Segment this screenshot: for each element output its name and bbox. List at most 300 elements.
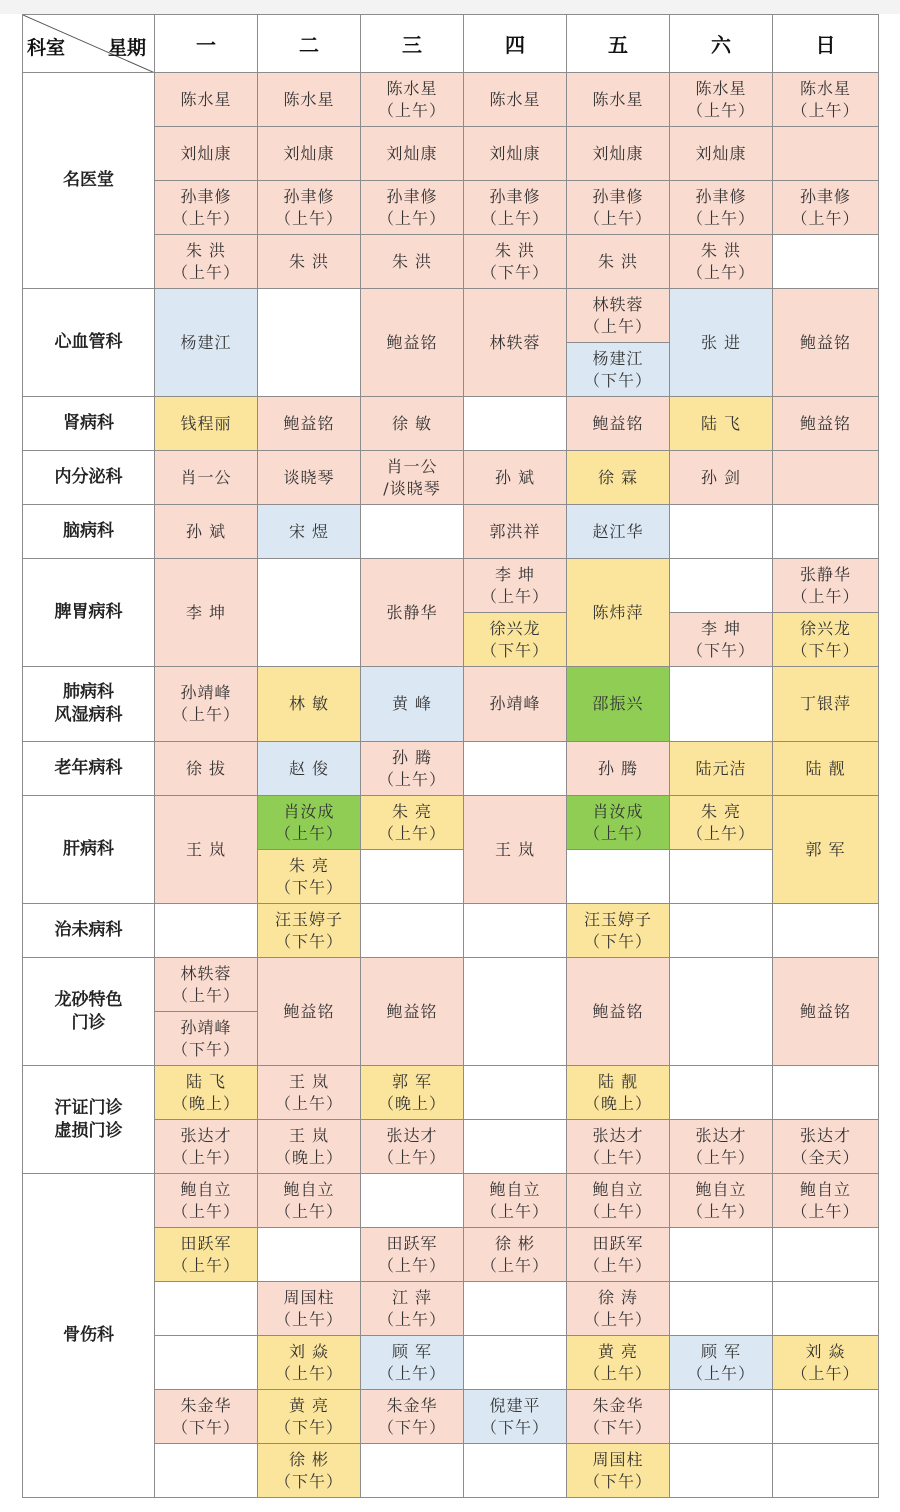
table-row xyxy=(23,505,879,559)
table-row xyxy=(23,73,879,127)
day-header-wed: 三 xyxy=(361,15,464,73)
doctor-name: 谈晓琴 xyxy=(283,467,335,487)
schedule-cell xyxy=(361,127,464,181)
session-time: （上午） xyxy=(583,1255,652,1275)
session-time: （上午） xyxy=(274,1309,343,1329)
doctor-name: 朱金华 xyxy=(180,1395,232,1415)
schedule-cell xyxy=(670,904,773,958)
session-time: （下午） xyxy=(274,1471,343,1491)
schedule-cell xyxy=(155,1066,258,1120)
session-time: （上午） xyxy=(171,262,240,282)
doctor-name: 鲍益铭 xyxy=(799,413,851,433)
schedule-cell xyxy=(258,796,361,850)
schedule-cell xyxy=(258,1282,361,1336)
session-time: （下午） xyxy=(171,1417,240,1437)
schedule-cell xyxy=(773,127,879,181)
schedule-cell xyxy=(670,559,773,613)
schedule-cell xyxy=(464,958,567,1066)
doctor-name: 徐 涛 xyxy=(597,1287,639,1307)
session-time: （下午） xyxy=(377,1417,446,1437)
schedule-cell xyxy=(155,289,258,397)
session-time: （上午） xyxy=(791,586,860,606)
doctor-name: 朱 洪 xyxy=(391,251,433,271)
doctor-name: 刘 焱 xyxy=(288,1341,330,1361)
doctor-name: 王 岚 xyxy=(185,839,227,859)
session-time: （下午） xyxy=(480,640,549,660)
schedule-cell xyxy=(773,667,879,742)
schedule-cell xyxy=(155,958,258,1012)
schedule-cell xyxy=(155,796,258,904)
session-time: （上午） xyxy=(171,1147,240,1167)
session-time: （上午） xyxy=(377,1147,446,1167)
doctor-name: 李 坤 xyxy=(185,602,227,622)
session-time: （下午） xyxy=(791,640,860,660)
schedule-cell xyxy=(567,1282,670,1336)
session-time: （上午） xyxy=(171,208,240,228)
dept-cell xyxy=(23,73,155,289)
table-row xyxy=(23,451,879,505)
schedule-cell xyxy=(773,958,879,1066)
doctor-name: 鲍自立 xyxy=(489,1179,541,1199)
dept-cell xyxy=(23,667,155,742)
schedule-cell xyxy=(567,1228,670,1282)
dept-label: 骨伤科 xyxy=(63,1325,114,1345)
schedule-cell xyxy=(258,73,361,127)
doctor-name: 孙 腾 xyxy=(597,758,639,778)
schedule-cell xyxy=(773,559,879,613)
dept-label: 内分泌科 xyxy=(54,467,123,487)
table-row xyxy=(23,667,879,742)
schedule-cell xyxy=(155,667,258,742)
schedule-cell xyxy=(670,127,773,181)
schedule-cell xyxy=(670,1336,773,1390)
schedule-cell xyxy=(155,1390,258,1444)
session-time: （上午） xyxy=(583,823,652,843)
schedule-cell xyxy=(464,397,567,451)
doctor-name: 孙 腾 xyxy=(391,747,433,767)
table-row xyxy=(23,796,879,850)
dept-cell xyxy=(23,451,155,505)
session-time: （上午） xyxy=(791,208,860,228)
doctor-name: 丁银萍 xyxy=(799,694,851,713)
doctor-name: 刘灿康 xyxy=(283,143,335,163)
schedule-cell xyxy=(773,1282,879,1336)
doctor-name: 朱金华 xyxy=(386,1395,438,1415)
doctor-name: 朱 亮 xyxy=(700,801,742,821)
dept-label: 风湿病科 xyxy=(54,705,123,725)
doctor-name: 刘灿康 xyxy=(489,143,541,163)
schedule-cell xyxy=(670,1174,773,1228)
schedule-cell xyxy=(258,505,361,559)
session-time: （上午） xyxy=(377,1363,446,1383)
dept-label: 脑病科 xyxy=(63,521,114,541)
doctor-name: 陈水星 xyxy=(799,78,851,98)
schedule-cell xyxy=(567,1120,670,1174)
doctor-name: 张静华 xyxy=(386,602,438,622)
doctor-name: 钱程丽 xyxy=(180,413,232,433)
schedule-cell xyxy=(773,1228,879,1282)
doctor-name: 倪建平 xyxy=(489,1395,541,1415)
schedule-cell xyxy=(464,742,567,796)
day-header-mon: 一 xyxy=(155,15,258,73)
doctor-name: 朱 洪 xyxy=(288,251,330,271)
weekday-header-label: 星期 xyxy=(107,37,146,59)
doctor-name: 刘灿康 xyxy=(180,143,232,163)
schedule-cell xyxy=(361,289,464,397)
doctor-name: 孙聿修 xyxy=(489,186,541,206)
schedule-cell xyxy=(155,1282,258,1336)
schedule-cell xyxy=(464,559,567,613)
doctor-name: 肖汝成 xyxy=(283,801,335,821)
schedule-cell xyxy=(155,1336,258,1390)
schedule-cell xyxy=(670,1066,773,1120)
dept-label: 治未病科 xyxy=(54,920,123,940)
session-time: （上午） xyxy=(583,316,652,336)
schedule-cell xyxy=(258,559,361,667)
doctor-name: 孙 斌 xyxy=(494,467,536,487)
schedule-cell xyxy=(670,397,773,451)
schedule-cell xyxy=(567,796,670,850)
doctor-name: 顾 军 xyxy=(700,1341,742,1361)
schedule-cell xyxy=(773,1066,879,1120)
schedule-cell xyxy=(773,1390,879,1444)
doctor-name: 陆 靓 xyxy=(805,758,846,778)
doctor-name: 李 坤 xyxy=(494,564,536,584)
session-time: （上午） xyxy=(171,1201,240,1221)
schedule-cell xyxy=(567,505,670,559)
schedule-cell xyxy=(464,451,567,505)
schedule-cell xyxy=(464,1390,567,1444)
dept-cell xyxy=(23,289,155,397)
session-time: （上午） xyxy=(686,1147,755,1167)
table-row xyxy=(23,1174,879,1228)
schedule-cell xyxy=(258,904,361,958)
doctor-name: 陈水星 xyxy=(489,89,541,109)
session-time: （上午） xyxy=(480,1255,549,1275)
schedule-cell xyxy=(361,73,464,127)
doctor-name: 李 坤 xyxy=(700,618,742,638)
schedule-cell xyxy=(464,289,567,397)
session-time: （上午） xyxy=(583,208,652,228)
session-time: （上午） xyxy=(274,1201,343,1221)
schedule-cell xyxy=(155,1444,258,1498)
doctor-name: 孙 斌 xyxy=(185,521,227,541)
session-time: （上午） xyxy=(480,208,549,228)
schedule-cell xyxy=(258,1390,361,1444)
session-time: （上午） xyxy=(686,1201,755,1221)
dept-cell xyxy=(23,559,155,667)
doctor-name: 黄 亮 xyxy=(288,1395,330,1415)
schedule-cell xyxy=(773,742,879,796)
schedule-cell xyxy=(258,1444,361,1498)
session-time: （上午） xyxy=(686,1363,755,1383)
schedule-cell xyxy=(670,1228,773,1282)
schedule-cell xyxy=(361,796,464,850)
doctor-name: 杨建江 xyxy=(180,332,232,352)
schedule-cell xyxy=(361,181,464,235)
session-time: （上午） xyxy=(171,1255,240,1275)
doctor-name: 鲍益铭 xyxy=(283,1001,335,1021)
doctor-name: 鲍益铭 xyxy=(283,413,335,433)
schedule-cell xyxy=(670,667,773,742)
dept-label: 脾胃病科 xyxy=(54,602,123,622)
schedule-cell xyxy=(670,73,773,127)
doctor-name: 张达才 xyxy=(799,1125,851,1145)
schedule-cell xyxy=(361,1336,464,1390)
schedule-cell xyxy=(258,397,361,451)
doctor-name: 陆 飞 xyxy=(185,1071,227,1091)
schedule-cell xyxy=(464,1120,567,1174)
doctor-name: 鲍自立 xyxy=(592,1179,644,1199)
schedule-cell xyxy=(155,397,258,451)
schedule-cell xyxy=(773,1120,879,1174)
dept-label: 肝病科 xyxy=(63,839,114,859)
schedule-cell xyxy=(670,958,773,1066)
session-time: （上午） xyxy=(791,100,860,120)
schedule-cell xyxy=(464,235,567,289)
dept-cell xyxy=(23,958,155,1066)
schedule-cell xyxy=(464,1228,567,1282)
session-time: （上午） xyxy=(686,208,755,228)
schedule-cell xyxy=(155,73,258,127)
dept-label: 龙砂特色 xyxy=(54,989,123,1010)
doctor-name: 张达才 xyxy=(180,1125,232,1145)
doctor-name: 鲍益铭 xyxy=(799,1001,851,1021)
session-time: （上午） xyxy=(377,769,446,789)
doctor-name: 鲍益铭 xyxy=(592,1001,644,1021)
doctor-name: 鲍益铭 xyxy=(386,332,438,352)
schedule-cell xyxy=(567,343,670,397)
schedule-cell xyxy=(155,181,258,235)
session-time: （下午） xyxy=(480,262,549,282)
schedule-cell xyxy=(258,1120,361,1174)
schedule-cell xyxy=(258,958,361,1066)
schedule-cell xyxy=(258,850,361,904)
doctor-name: 鲍自立 xyxy=(799,1179,851,1199)
doctor-name: 林 敏 xyxy=(288,694,330,713)
session-time: （下午） xyxy=(583,370,652,390)
doctor-name: 孙聿修 xyxy=(386,186,438,206)
day-header-sat: 六 xyxy=(670,15,773,73)
schedule-cell xyxy=(361,1120,464,1174)
session-time: （上午） xyxy=(583,1147,652,1167)
doctor-name: 陈水星 xyxy=(180,89,232,109)
session-time: （上午） xyxy=(791,1201,860,1221)
schedule-cell xyxy=(773,289,879,397)
doctor-name: 孙靖峰 xyxy=(180,1017,232,1037)
table-row xyxy=(23,904,879,958)
day-header-fri: 五 xyxy=(567,15,670,73)
schedule-cell xyxy=(155,559,258,667)
schedule-cell xyxy=(464,1444,567,1498)
doctor-name: 刘灿康 xyxy=(695,143,747,163)
session-time: （上午） xyxy=(274,208,343,228)
doctor-name: 肖一公 xyxy=(180,467,232,487)
table-row xyxy=(23,559,879,613)
doctor-name: 邵振兴 xyxy=(592,694,644,713)
doctor-name: 黄 峰 xyxy=(391,694,433,713)
schedule-cell xyxy=(773,1174,879,1228)
doctor-name: 孙聿修 xyxy=(283,186,335,206)
session-time: （上午） xyxy=(480,1201,549,1221)
schedule-cell xyxy=(361,742,464,796)
doctor-name: 朱 洪 xyxy=(185,240,227,260)
doctor-name: 徐兴龙 xyxy=(799,618,851,638)
header-row xyxy=(23,15,879,73)
schedule-cell xyxy=(258,451,361,505)
doctor-name: 孙 剑 xyxy=(700,467,742,487)
dept-label: 心血管科 xyxy=(54,332,123,352)
dept-cell xyxy=(23,1174,155,1498)
schedule-cell xyxy=(155,1012,258,1066)
top-strip xyxy=(0,0,900,14)
doctor-name: 田跃军 xyxy=(180,1233,232,1253)
schedule-cell xyxy=(567,1174,670,1228)
doctor-name: 田跃军 xyxy=(386,1233,438,1253)
schedule-cell xyxy=(258,667,361,742)
doctor-name: 王 岚 xyxy=(494,839,536,859)
schedule-cell xyxy=(361,667,464,742)
doctor-name: 刘 焱 xyxy=(805,1341,846,1361)
doctor-name: 张静华 xyxy=(799,564,851,584)
doctor-name: 朱金华 xyxy=(592,1395,644,1415)
doctor-name: 江 萍 xyxy=(391,1287,433,1307)
schedule-cell xyxy=(155,904,258,958)
doctor-name: 郭 军 xyxy=(805,839,846,859)
doctor-name: 肖汝成 xyxy=(592,801,644,821)
session-time: （晚上） xyxy=(377,1093,446,1113)
schedule-cell xyxy=(464,505,567,559)
doctor-name: 鲍自立 xyxy=(283,1179,335,1199)
doctor-name: 陈水星 xyxy=(695,78,747,98)
schedule-cell xyxy=(464,667,567,742)
schedule-cell xyxy=(567,958,670,1066)
session-time: （上午） xyxy=(377,208,446,228)
doctor-name: 陆元洁 xyxy=(695,758,747,778)
session-time: （下午） xyxy=(274,931,343,951)
schedule-cell xyxy=(464,73,567,127)
schedule-cell xyxy=(464,904,567,958)
schedule-cell xyxy=(670,613,773,667)
dept-label: 虚损门诊 xyxy=(54,1120,123,1141)
schedule-cell xyxy=(670,181,773,235)
session-time: （上午） xyxy=(583,1309,652,1329)
schedule-cell xyxy=(361,397,464,451)
session-time: （上午） xyxy=(791,1363,860,1383)
schedule-cell xyxy=(670,289,773,397)
clinic-schedule-table xyxy=(22,14,879,1498)
session-time: （上午） xyxy=(686,100,755,120)
schedule-cell xyxy=(361,235,464,289)
session-time: （上午） xyxy=(583,1201,652,1221)
session-time: （上午） xyxy=(171,705,240,724)
doctor-name: 刘灿康 xyxy=(386,143,438,163)
doctor-name: 朱 亮 xyxy=(288,855,330,875)
schedule-cell xyxy=(567,1390,670,1444)
session-time: （上午） xyxy=(480,586,549,606)
schedule-cell xyxy=(567,904,670,958)
doctor-name: 张达才 xyxy=(592,1125,644,1145)
dept-label: 肺病科 xyxy=(63,682,114,702)
schedule-cell xyxy=(155,451,258,505)
schedule-cell xyxy=(567,73,670,127)
session-time: （晚上） xyxy=(274,1147,343,1167)
session-time: （下午） xyxy=(274,1417,343,1437)
schedule-cell xyxy=(773,73,879,127)
schedule-cell xyxy=(258,181,361,235)
schedule-cell xyxy=(670,1444,773,1498)
doctor-name: 鲍自立 xyxy=(180,1179,232,1199)
doctor-name: 顾 军 xyxy=(391,1341,433,1361)
doctor-name: 汪玉婷子 xyxy=(583,909,652,929)
schedule-cell xyxy=(567,289,670,343)
doctor-name: 杨建江 xyxy=(592,348,644,368)
schedule-cell xyxy=(567,181,670,235)
schedule-cell xyxy=(258,1336,361,1390)
schedule-cell xyxy=(361,505,464,559)
schedule-cell xyxy=(670,796,773,850)
dept-cell xyxy=(23,796,155,904)
session-time: （下午） xyxy=(583,931,652,951)
doctor-name: 黄 亮 xyxy=(597,1341,639,1361)
doctor-name: 孙聿修 xyxy=(180,186,232,206)
doctor-name: 徐 敏 xyxy=(391,413,433,433)
doctor-name: 陆 飞 xyxy=(700,413,742,433)
doctor-name: 赵 俊 xyxy=(288,758,330,778)
schedule-cell xyxy=(773,1444,879,1498)
doctor-name: 朱 洪 xyxy=(494,240,536,260)
schedule-cell xyxy=(567,235,670,289)
schedule-cell xyxy=(361,559,464,667)
session-time: （上午） xyxy=(377,1309,446,1329)
schedule-cell xyxy=(258,1174,361,1228)
schedule-cell xyxy=(464,1282,567,1336)
schedule-cell xyxy=(773,904,879,958)
schedule-cell xyxy=(155,1228,258,1282)
schedule-cell xyxy=(464,127,567,181)
session-time: （下午） xyxy=(583,1471,652,1491)
session-time: （上午） xyxy=(583,1363,652,1383)
doctor-name: 徐 彬 xyxy=(494,1233,536,1253)
session-time: （上午） xyxy=(377,823,446,843)
doctor-name: 孙靖峰 xyxy=(180,683,232,702)
schedule-cell xyxy=(258,235,361,289)
session-time: （晚上） xyxy=(583,1093,652,1113)
dept-cell xyxy=(23,505,155,559)
dept-label: 老年病科 xyxy=(54,758,123,778)
session-time: （上午） xyxy=(274,823,343,843)
doctor-name: 鲍益铭 xyxy=(592,413,644,433)
schedule-cell xyxy=(567,1336,670,1390)
schedule-cell xyxy=(361,904,464,958)
doctor-name: 刘灿康 xyxy=(592,143,644,163)
doctor-name: 鲍益铭 xyxy=(386,1001,438,1021)
doctor-name: 陆 靓 xyxy=(597,1071,639,1091)
session-time: （上午） xyxy=(274,1093,343,1113)
doctor-name: 林轶蓉 xyxy=(489,332,541,352)
session-time: （全天） xyxy=(791,1147,860,1167)
day-header-tue: 二 xyxy=(258,15,361,73)
doctor-name: /谈晓琴 xyxy=(383,478,441,498)
schedule-cell xyxy=(155,1120,258,1174)
doctor-name: 王 岚 xyxy=(288,1125,330,1145)
table-row xyxy=(23,742,879,796)
schedule-cell xyxy=(670,451,773,505)
doctor-name: 肖一公 xyxy=(386,456,438,476)
schedule-cell xyxy=(258,127,361,181)
schedule-cell xyxy=(361,1390,464,1444)
schedule-cell xyxy=(258,289,361,397)
